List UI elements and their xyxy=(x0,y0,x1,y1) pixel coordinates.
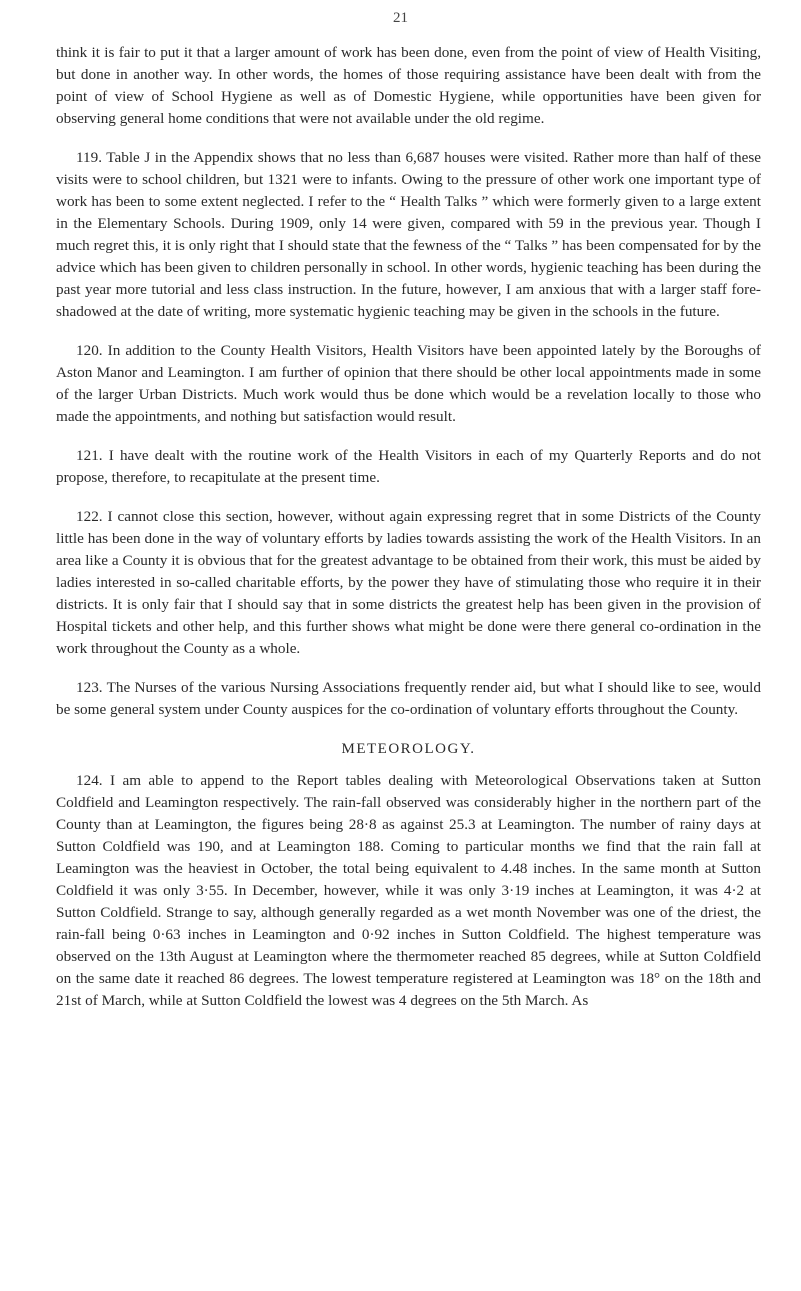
paragraph-122: 122. I cannot close this section, however, without again expressing regret that in some Districts of the County little has been done in the way of voluntary efforts by ladies towards assisting the work of the Health Visitors. In an area like a County it is obvious that for the greatest advantage to be obtained from their work, this must be aided by ladies interested in so-called charitable efforts, by the power they have of stimulating those who require it in their districts. It is only fair that I should say that in some districts the greatest help has been given in the provision of Hospital tickets and other help, and this further shows what might be done were there general co-ordination in the work throughout the County as a whole. xyxy=(56,508,761,657)
body-text xyxy=(56,42,761,1029)
paragraph-123: 123. The Nurses of the various Nursing Associations frequently render aid, but what I should like to see, would be some general system under County auspices for the co-ordination of voluntary efforts throughout the County. xyxy=(56,679,761,718)
paragraph-continued: think it is fair to put it that a larger amount of work has been done, even from the point of view of Health Visiting, but done in another way. In other words, the homes of those requiring assistance have been dealt with from the point of view of School Hygiene as well as of Domestic Hygiene, while opportunities have been given for observing general home conditions that were not available under the old regime. xyxy=(56,44,761,127)
page-number: 21 xyxy=(393,10,408,26)
section-heading: METEOROLOGY. xyxy=(341,741,476,757)
paragraph-121: 121. I have dealt with the routine work of the Health Visitors in each of my Quarterly Reports and do not propose, therefore, to recapitulate at the present time. xyxy=(56,447,761,486)
paragraph-119: 119. Table J in the Appendix shows that no less than 6,687 houses were visited. Rather more than half of these visits were to school children, but 1321 were to infants. Owing to the pressure of other work one important type of work has been to some extent neglected. I refer to the “ Health Talks ” which were formerly given to a large extent in the Elementary Schools. During 1909, only 14 were given, compared with 59 in the previous year. Though I much regret this, it is only right that I should state that the fewness of the “ Talks ” has been compensated for by the advice which has been given to children personally in school. In other words, hygienic teaching has been during the past year more tutorial and less class instruction. In the future, however, I am anxious that with a larger staff fore-shadowed at the date of writing, more systematic hygienic teaching may be given in the schools in the future. xyxy=(56,149,761,320)
paragraph-120: 120. In addition to the County Health Visitors, Health Visitors have been appointed lately by the Boroughs of Aston Manor and Leamington. I am further of opinion that there should be other local appointments made in some of the larger Urban Districts. Much work would thus be done which would be a revelation locally to those who made the appointments, and nothing but satisfaction would result. xyxy=(56,342,761,425)
paragraph-124: 124. I am able to append to the Report tables dealing with Meteorological Observations taken at Sutton Coldfield and Leamington respectively. The rain-fall observed was considerably higher in the northern part of the County than at Leamington, the figures being 28·8 as against 25.3 at Leamington. The number of rainy days at Sutton Coldfield was 190, and at Leamington 188. Coming to particular months we find that the rain fall at Leamington was the heaviest in October, the total being equivalent to 4.48 inches. In the same month at Sutton Coldfield it was only 3·55. In December, however, while it was only 3·19 inches at Leamington, it was 4·2 at Sutton Coldfield. Strange to say, although generally regarded as a wet month November was one of the driest, the rain-fall being 0·63 inches in Leamington and 0·92 inches in Sutton Coldfield. The highest temperature was observed on the 13th August at Leamington where the thermometer reached 85 degrees, while at Sutton Coldfield on the same date it reached 86 degrees. The lowest temperature registered at Leamington was 18° on the 18th and 21st of March, while at Sutton Coldfield the lowest was 4 degrees on the 5th March. As xyxy=(56,772,761,1009)
